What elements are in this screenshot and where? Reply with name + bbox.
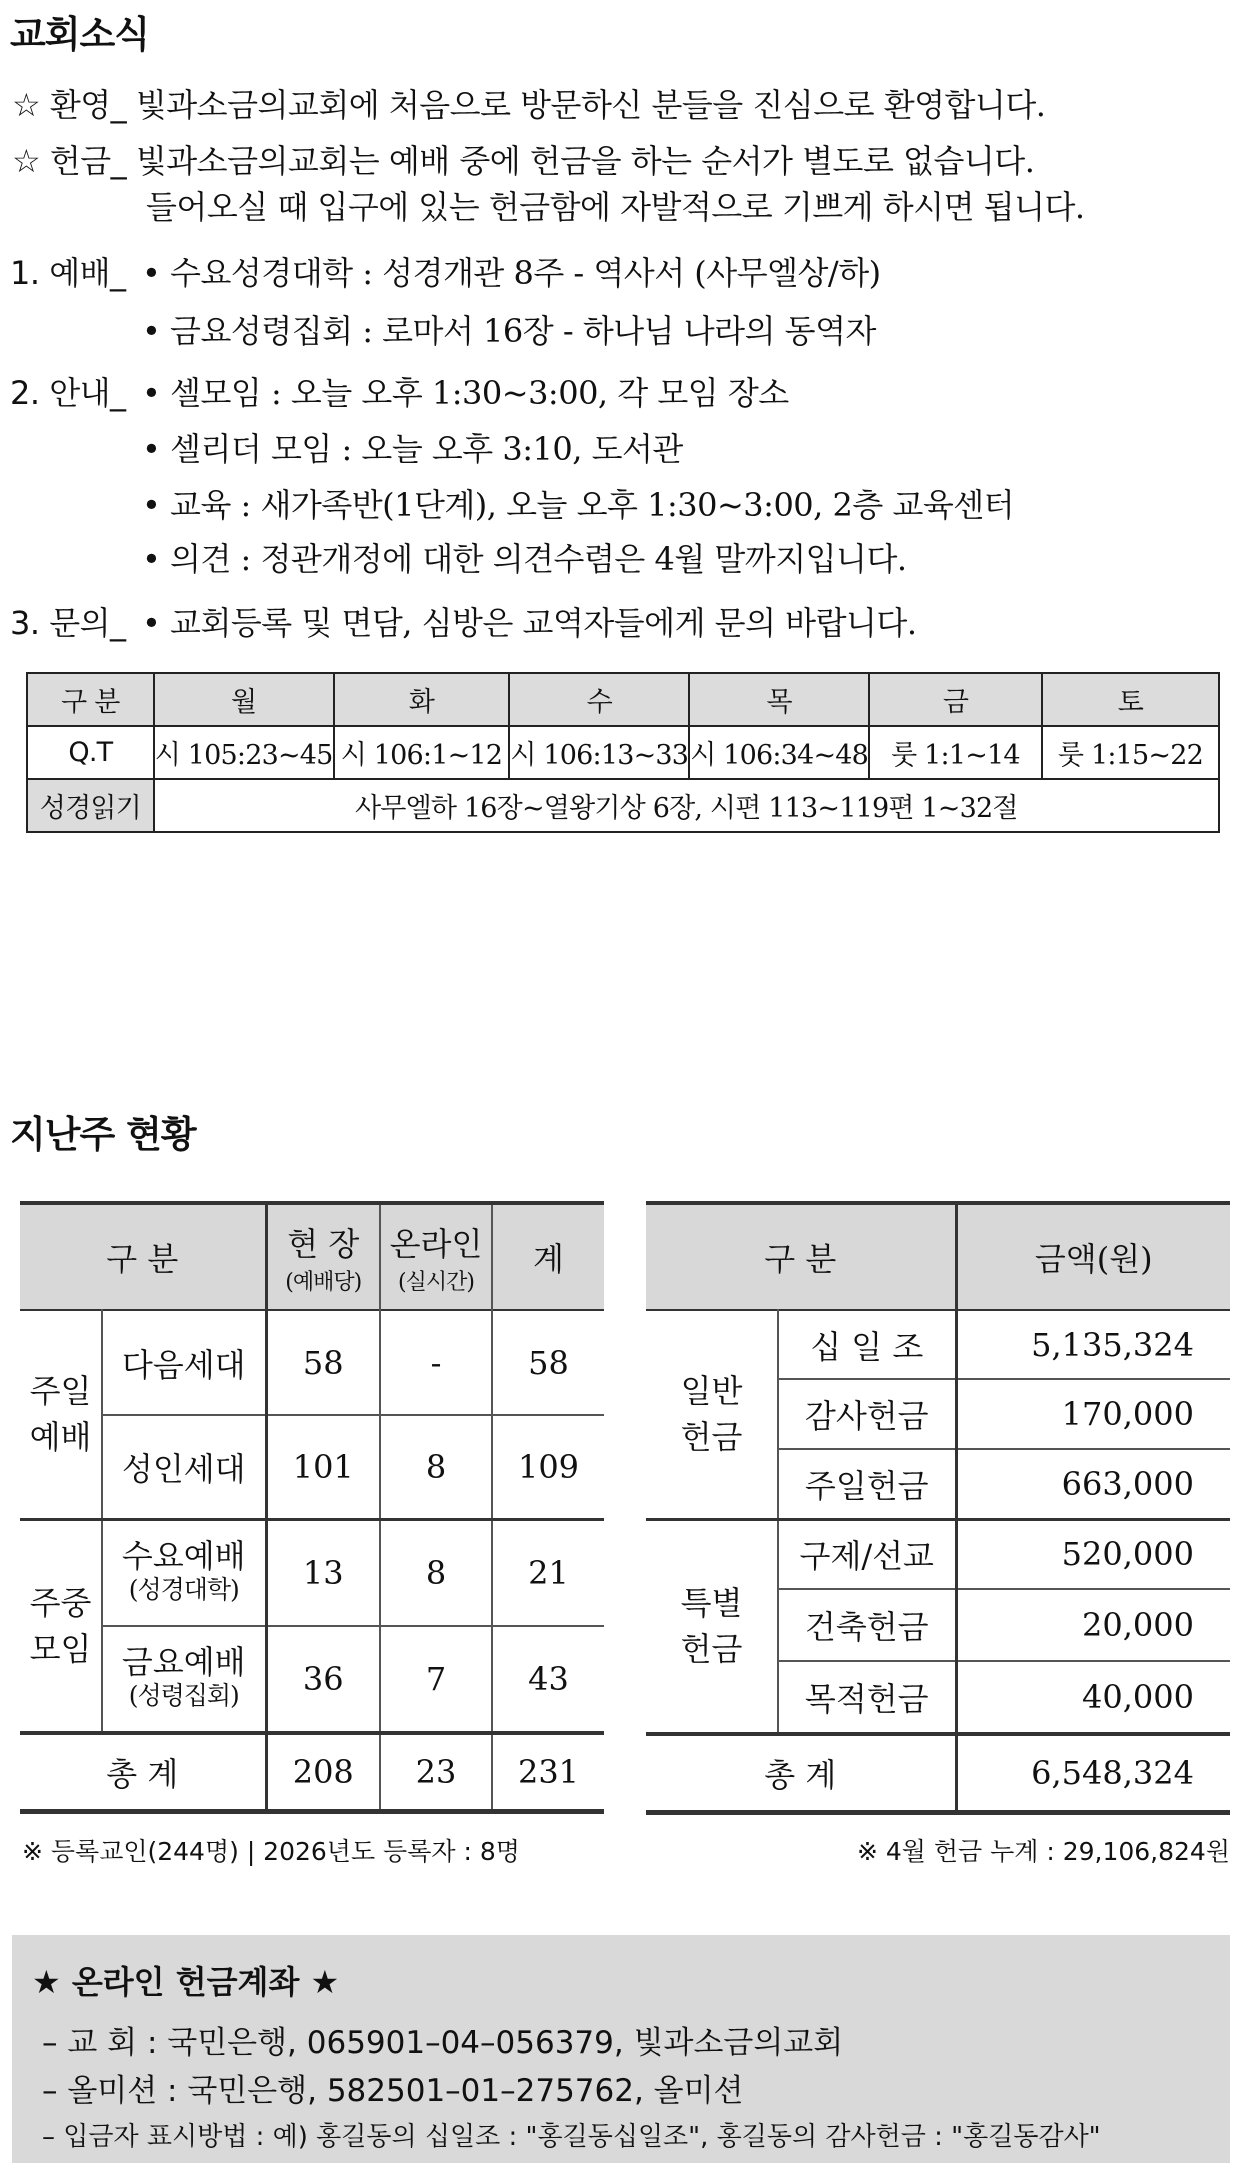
att-row-onsite: 58 xyxy=(266,1310,380,1415)
off-row-amount: 520,000 xyxy=(956,1519,1230,1589)
item-2-line-3: • 교육 : 새가족반(1단계), 오늘 오후 1:30~3:00, 2층 교육센터 xyxy=(142,486,1015,524)
att-row-onsite: 36 xyxy=(266,1626,380,1733)
offering-label: ☆ 헌금_ xyxy=(12,142,127,180)
qt-cell: 룻 1:15~22 xyxy=(1042,726,1219,779)
off-row-name: 주일헌금 xyxy=(778,1449,956,1519)
attendance-table xyxy=(20,1201,604,1814)
account-deposit-guide: – 입금자 표시방법 : 예) 홍길동의 십일조 : "홍길동십일조", 홍길동의 감사헌금 : "홍길동감사" xyxy=(42,2122,1101,2152)
att-group-weekday: 주중 모임 xyxy=(20,1519,102,1733)
att-sum-online: 23 xyxy=(380,1733,492,1811)
item-1-line-1: • 수요성경대학 : 성경개관 8주 - 역사서 (사무엘상/하) xyxy=(142,254,881,292)
att-row-online: - xyxy=(380,1310,492,1415)
offering-table xyxy=(646,1201,1230,1815)
report-title: 지난주 현황 xyxy=(10,1113,196,1156)
offering-line-2: 들어오실 때 입구에 있는 헌금함에 자발적으로 기쁘게 하시면 됩니다. xyxy=(146,188,1085,226)
offering-total-note: ※ 4월 헌금 누계 : 29,106,824원 xyxy=(856,1837,1230,1866)
off-row-amount: 663,000 xyxy=(956,1449,1230,1519)
qt-cell: 시 106:13~33 xyxy=(509,726,689,779)
bible-reading-value: 사무엘하 16장~열왕기상 6장, 시편 113~119편 1~32절 xyxy=(154,779,1219,832)
qt-header-tue: 화 xyxy=(334,673,510,726)
item-2-label: 2. 안내_ xyxy=(10,374,126,412)
att-row-online: 7 xyxy=(380,1626,492,1733)
qt-table xyxy=(26,672,1220,833)
account-church: – 교 회 : 국민은행, 065901–04–056379, 빛과소금의교회 xyxy=(42,2025,844,2061)
att-header-total: 계 xyxy=(492,1203,604,1310)
off-row-name: 목적헌금 xyxy=(778,1661,956,1734)
off-header-category: 구 분 xyxy=(646,1203,956,1310)
off-row-name: 십 일 조 xyxy=(778,1310,956,1379)
item-3-label: 3. 문의_ xyxy=(10,604,126,642)
att-row-onsite: 13 xyxy=(266,1519,380,1626)
att-row-name: 수요예배 (성경대학) xyxy=(102,1519,266,1626)
welcome-line xyxy=(12,80,1045,126)
item-3-line-1: • 교회등록 및 면담, 심방은 교역자들에게 문의 바랍니다. xyxy=(142,604,917,642)
att-sum-onsite: 208 xyxy=(266,1733,380,1811)
qt-cell: 시 105:23~45 xyxy=(154,726,334,779)
qt-row xyxy=(27,726,1219,779)
news-title: 교회소식 xyxy=(10,13,149,56)
att-row-total: 43 xyxy=(492,1626,604,1733)
att-row-online: 8 xyxy=(380,1519,492,1626)
item-2-line-1: • 셀모임 : 오늘 오후 1:30~3:00, 각 모임 장소 xyxy=(142,374,789,412)
offering-text: 빛과소금의교회는 예배 중에 헌금을 하는 순서가 별도로 없습니다. xyxy=(135,142,1035,180)
qt-header-wed: 수 xyxy=(509,673,689,726)
att-header-online: 온라인 (실시간) xyxy=(380,1203,492,1310)
off-row-amount: 5,135,324 xyxy=(956,1310,1230,1379)
qt-header-row xyxy=(27,673,1219,726)
item-2-line-4: • 의견 : 정관개정에 대한 의견수렴은 4월 말까지입니다. xyxy=(142,540,907,578)
qt-cell: 시 106:34~48 xyxy=(689,726,869,779)
item-2-line-2: • 셀리더 모임 : 오늘 오후 3:10, 도서관 xyxy=(142,430,683,468)
att-row-total: 21 xyxy=(492,1519,604,1626)
att-row-onsite: 101 xyxy=(266,1415,380,1519)
off-group-special: 특별 헌금 xyxy=(646,1519,778,1734)
account-box-title: ★ 온라인 헌금계좌 ★ xyxy=(32,1963,340,2001)
off-sum-amount: 6,548,324 xyxy=(1031,1753,1194,1792)
off-row-amount: 170,000 xyxy=(956,1379,1230,1449)
att-row-total: 109 xyxy=(492,1415,604,1519)
off-header-amount: 금액(원) xyxy=(956,1203,1230,1310)
off-group-general: 일반 헌금 xyxy=(646,1310,778,1519)
online-account-box xyxy=(12,1935,1230,2163)
qt-header-thu: 목 xyxy=(689,673,869,726)
qt-cell: 시 106:1~12 xyxy=(334,726,510,779)
att-row-name: 다음세대 xyxy=(102,1310,266,1415)
off-row-amount: 40,000 xyxy=(956,1661,1230,1734)
att-header-onsite: 현 장 (예배당) xyxy=(266,1203,380,1310)
qt-row-label: Q.T xyxy=(27,726,154,779)
att-header-category: 구 분 xyxy=(20,1203,266,1310)
welcome-label: ☆ 환영_ xyxy=(12,86,127,124)
item-1-label: 1. 예배_ xyxy=(10,254,126,292)
att-group-sunday: 주일 예배 xyxy=(20,1310,102,1519)
bible-reading-label: 성경읽기 xyxy=(27,779,154,832)
qt-cell: 룻 1:1~14 xyxy=(869,726,1042,779)
att-row-name: 금요예배 (성령집회) xyxy=(102,1626,266,1733)
qt-header-fri: 금 xyxy=(869,673,1042,726)
registered-note: ※ 등록교인(244명) | 2026년도 등록자 : 8명 xyxy=(22,1837,520,1866)
att-row-name: 성인세대 xyxy=(102,1415,266,1519)
qt-header-mon: 월 xyxy=(154,673,334,726)
att-row-online: 8 xyxy=(380,1415,492,1519)
qt-header-category: 구 분 xyxy=(27,673,154,726)
account-allmission: – 올미션 : 국민은행, 582501–01–275762, 올미션 xyxy=(42,2073,744,2109)
qt-header-sat: 토 xyxy=(1042,673,1219,726)
off-row-name: 구제/선교 xyxy=(778,1519,956,1589)
att-sum-total: 231 xyxy=(517,1752,580,1791)
off-sum-label: 총 계 xyxy=(646,1734,956,1812)
item-1-line-2: • 금요성령집회 : 로마서 16장 - 하나님 나라의 동역자 xyxy=(142,312,876,350)
off-row-amount: 20,000 xyxy=(956,1589,1230,1661)
bible-reading-row xyxy=(27,779,1219,832)
off-row-name: 감사헌금 xyxy=(778,1379,956,1449)
welcome-text: 빛과소금의교회에 처음으로 방문하신 분들을 진심으로 환영합니다. xyxy=(135,86,1046,124)
att-row-total: 58 xyxy=(492,1310,604,1415)
off-row-name: 건축헌금 xyxy=(778,1589,956,1661)
offering-line xyxy=(12,136,1034,182)
att-sum-label: 총 계 xyxy=(20,1733,266,1811)
